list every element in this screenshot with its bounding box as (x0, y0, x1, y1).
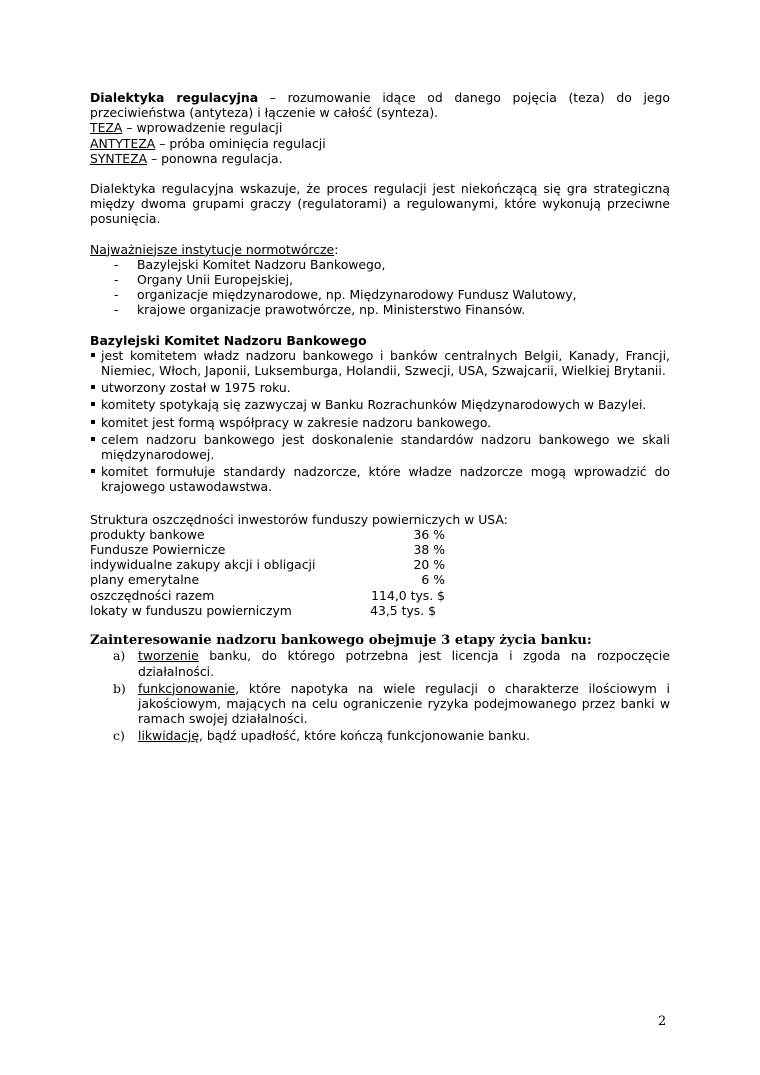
table-cell-label: indywidualne zakupy akcji i obligacji (90, 557, 316, 573)
stage-key: tworzenie (138, 648, 199, 664)
intro-term: Dialektyka regulacyjna (90, 90, 259, 105)
table-row (90, 588, 445, 603)
list-item-text: komitety spotykają się zazwyczaj w Banku Rozrachunków Międzynarodowych w Bazylei. (101, 397, 647, 413)
stages-heading: Zainteresowanie nadzoru bankowego obejmuje 3 etapy życia banku: (90, 633, 592, 649)
square-bullet-icon (91, 402, 95, 406)
dash-marker: - (114, 272, 119, 288)
intro-paragraph: Dialektyka regulacyjna wskazuje, że proces regulacji jest niekończącą się gra strategiczną między dwoma grupami graczy (regulatorami) a regulowanymi, które wykonują przeciwne posunięcia. (90, 181, 670, 227)
list-item (90, 415, 670, 430)
list-item (90, 681, 670, 727)
document-page (90, 90, 670, 746)
table-cell-value: 38 % (413, 542, 445, 558)
stage-key: likwidację (138, 728, 199, 744)
savings-table (90, 527, 445, 618)
intro-line-synteza (90, 151, 670, 166)
square-bullet-icon (91, 385, 95, 389)
list-marker: c) (113, 728, 125, 744)
basel-heading-text: Bazylejski Komitet Nadzoru Bankowego (90, 332, 367, 348)
list-item-text: organizacje międzynarodowe, np. Międzynarodowy Fundusz Walutowy, (137, 287, 577, 303)
list-item (90, 648, 670, 678)
list-item-text: , które napotyka na wiele regulacji o charakterze ilościowym i jakościowym, mających na celu ograniczenie ryzyka podejmowanego przez banki w ramach swojej działalności. (138, 680, 670, 727)
list-marker: b) (113, 680, 126, 696)
dash-marker: - (114, 302, 119, 318)
list-item (90, 272, 670, 287)
institutions-heading (90, 242, 670, 257)
basel-heading (90, 333, 670, 348)
table-cell-label: oszczędności razem (90, 587, 215, 603)
list-item (90, 302, 670, 317)
intro-key-antyteza: ANTYTEZA (90, 135, 156, 151)
list-item (90, 257, 670, 272)
basel-list (90, 348, 670, 495)
institutions-list (90, 257, 670, 318)
list-item-text: krajowe organizacje prawotwórcze, np. Ministerstwo Finansów. (137, 302, 526, 318)
square-bullet-icon (91, 420, 95, 424)
intro-definition (90, 90, 670, 120)
savings-title: Struktura oszczędności inwestorów funduszy powierniczych w USA: (90, 511, 508, 527)
table-cell-label: produkty bankowe (90, 526, 205, 542)
list-item-text: Organy Unii Europejskiej, (137, 272, 294, 288)
square-bullet-icon (91, 353, 95, 357)
intro-line-synteza-text: – ponowna regulacja. (147, 150, 283, 166)
list-item-text: utworzony został w 1975 roku. (101, 380, 291, 396)
list-item (90, 728, 670, 743)
page-number: 2 (658, 1014, 667, 1029)
list-item (90, 287, 670, 302)
table-row (90, 557, 445, 572)
table-row (90, 603, 445, 618)
list-item (90, 464, 670, 494)
list-item (90, 397, 670, 412)
list-marker: a) (113, 648, 126, 664)
table-row (90, 527, 445, 542)
list-item-text: komitet jest formą współpracy w zakresie nadzoru bankowego. (101, 414, 492, 430)
intro-key-synteza: SYNTEZA (90, 150, 148, 166)
institutions-heading-colon: : (334, 241, 339, 257)
list-item (90, 380, 670, 395)
intro-definition-text: – rozumowanie idące od danego pojęcia (teza) do jego przeciwieństwa (antyteza) i łączenie w całość (synteza). (90, 90, 670, 121)
list-item-text: banku, do którego potrzebna jest licencja i zgoda na rozpoczęcie działalności. (138, 648, 670, 679)
list-item (90, 432, 670, 462)
intro-line-teza-text: – wprowadzenie regulacji (122, 120, 283, 136)
table-cell-value: 114,0 tys. $ (371, 587, 445, 603)
dash-marker: - (114, 256, 119, 272)
square-bullet-icon (91, 469, 95, 473)
table-cell-value: 36 % (413, 526, 445, 542)
square-bullet-icon (91, 437, 95, 441)
intro-line-antyteza-text: – próba ominięcia regulacji (155, 135, 326, 151)
table-cell-label: lokaty w funduszu powierniczym (90, 602, 292, 618)
table-cell-label: plany emerytalne (90, 572, 200, 588)
list-item (90, 348, 670, 378)
list-item-text: celem nadzoru bankowego jest doskonalenie standardów nadzoru bankowego we skali międzynarodowej. (101, 431, 670, 463)
intro-line-teza (90, 120, 670, 135)
institutions-heading-text: Najważniejsze instytucje normotwórcze (90, 241, 335, 257)
intro-line-antyteza (90, 136, 670, 151)
list-item-text: komitet formułuje standardy nadzorcze, które władze nadzorcze mogą wprowadzić do krajowego ustawodawstwa. (101, 464, 670, 495)
list-item-text: jest komitetem władz nadzoru bankowego i banków centralnych Belgii, Kanady, Francji, Niemiec, Włoch, Japonii, Luksemburga, Holandii, Szwecji, USA, Szwajcarii, Wielkiej Brytanii. (101, 347, 670, 379)
table-cell-value: 20 % (413, 557, 445, 573)
list-item-text: Bazylejski Komitet Nadzoru Bankowego, (137, 256, 386, 272)
table-cell-value: 6 % (421, 572, 445, 588)
list-item-text: , bądź upadłość, które kończą funkcjonowanie banku. (198, 728, 531, 744)
stages-list (90, 648, 670, 743)
table-cell-value: 43,5 tys. $ (370, 602, 436, 618)
intro-key-teza: TEZA (90, 120, 123, 136)
table-row (90, 572, 445, 587)
dash-marker: - (114, 287, 119, 303)
table-cell-label: Fundusze Powiernicze (90, 542, 226, 558)
table-row (90, 542, 445, 557)
stage-key: funkcjonowanie (138, 680, 236, 696)
